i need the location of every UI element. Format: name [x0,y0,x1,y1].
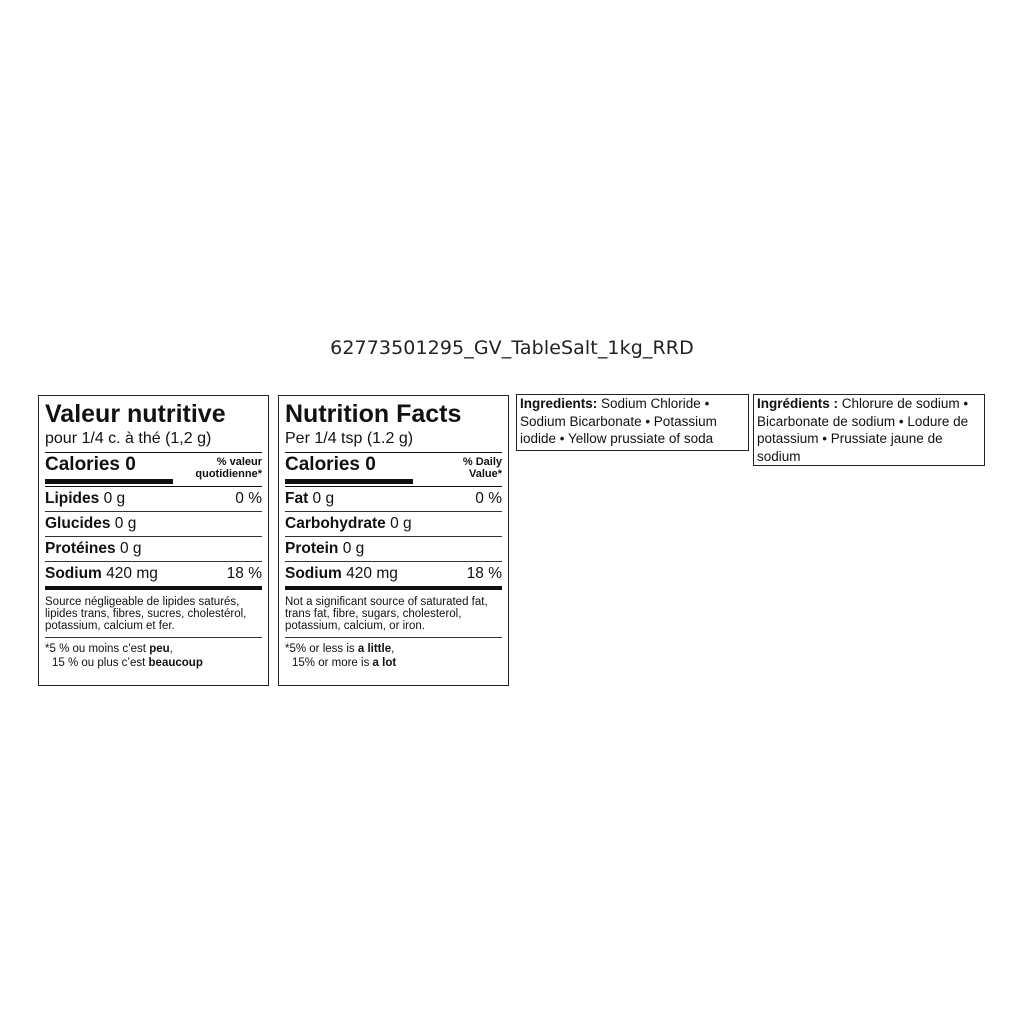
footnote-line1 [45,642,262,656]
nutrient-row-carbohydrate [285,512,502,537]
nutrient-row-sodium [45,562,262,590]
nutrient-name: Fat [285,490,309,507]
nutrient-label [285,562,398,586]
nutrient-name: Sodium [45,565,102,582]
daily-value-footnote [285,638,502,670]
daily-value-heading-line2: quotidienne* [195,468,262,480]
footnote-emphasis: peu [149,643,170,655]
nutrient-row-fat [45,487,262,512]
nutrient-row-sodium [285,562,502,590]
nutrient-label [45,487,125,511]
nutrient-daily-value: 0 % [235,490,262,507]
nutrient-row-fat [285,487,502,512]
nutrient-name: Carbohydrate [285,515,386,532]
nutrient-daily-value: 0 % [475,490,502,507]
serving-size: Per 1/4 tsp (1.2 g) [285,429,502,453]
nutrient-daily-value: 18 % [466,565,502,582]
nutrient-amount: 420 mg [101,565,158,582]
insignificant-sources-note: Not a significant source of saturated fat, trans fat, fibre, sugars, cholesterol, potassium, calcium, or iron. [285,590,502,638]
daily-value-heading-line1: % valeur [216,456,262,468]
ingredients-text: Sodium Chloride • Sodium Bicarbonate • Potassium iodide • Yellow prussiate of soda [520,396,717,446]
calories-row [45,453,262,487]
ingredients-box-french [753,394,985,466]
footnote-text: , [169,643,173,655]
nutrient-row-protein [45,537,262,562]
footnote-line1 [285,642,502,656]
nutrient-row-carbohydrate [45,512,262,537]
daily-value-footnote [45,638,262,670]
nutrient-amount: 0 g [99,490,126,507]
nutrition-panel-french [38,395,269,686]
nutrient-label [45,562,158,586]
nutrient-amount: 0 g [308,490,335,507]
footnote-text: , [391,643,395,655]
ingredients-text: Chlorure de sodium • Bicarbonate de sodium • Lodure de potassium • Prussiate jaune de sodium [757,396,969,464]
footnote-emphasis: a lot [372,657,397,669]
daily-value-heading [463,456,502,480]
nutrient-label [285,487,334,511]
nutrition-panel-english [278,395,509,686]
calories-row [285,453,502,487]
nutrient-label [285,512,412,536]
calories-label: Calories 0 [285,454,376,475]
nutrient-amount: 0 g [338,540,365,557]
nutrient-name: Sodium [285,565,342,582]
panel-title: Valeur nutritive [45,400,226,428]
calories-rule [285,479,413,484]
footnote-line2 [45,656,262,670]
insignificant-sources-note: Source négligeable de lipides saturés, lipides trans, fibres, sucres, cholestérol, potassium, calcium et fer. [45,590,262,638]
nutrient-name: Protein [285,540,339,557]
nutrient-label [285,537,364,561]
calories-label: Calories 0 [45,454,136,475]
file-title: 62773501295_GV_TableSalt_1kg_RRD [330,337,694,359]
ingredients-label: Ingredients: [520,396,598,411]
footnote-emphasis: a little [357,643,392,655]
daily-value-heading [195,456,262,480]
nutrient-row-protein [285,537,502,562]
nutrient-daily-value: 18 % [226,565,262,582]
nutrient-amount: 420 mg [341,565,398,582]
serving-size: pour 1/4 c. à thé (1,2 g) [45,429,262,453]
nutrient-name: Glucides [45,515,111,532]
daily-value-heading-line1: % Daily [462,456,502,468]
footnote-line2 [285,656,502,670]
nutrient-amount: 0 g [115,540,142,557]
ingredients-box-english [516,394,749,451]
nutrient-amount: 0 g [385,515,412,532]
nutrient-amount: 0 g [110,515,137,532]
nutrient-label [45,512,136,536]
nutrient-label [45,537,142,561]
nutrient-name: Protéines [45,540,116,557]
daily-value-heading-line2: Value* [468,468,502,480]
footnote-text: *5% or less is [285,643,358,655]
ingredients-label: Ingrédients : [757,396,839,411]
footnote-text: 15% or more is [292,657,373,669]
footnote-emphasis: beaucoup [148,657,203,669]
footnote-text: *5 % ou moins c’est [45,643,150,655]
calories-rule [45,479,173,484]
panel-title: Nutrition Facts [285,400,462,428]
nutrient-name: Lipides [45,490,100,507]
footnote-text: 15 % ou plus c’est [52,657,149,669]
